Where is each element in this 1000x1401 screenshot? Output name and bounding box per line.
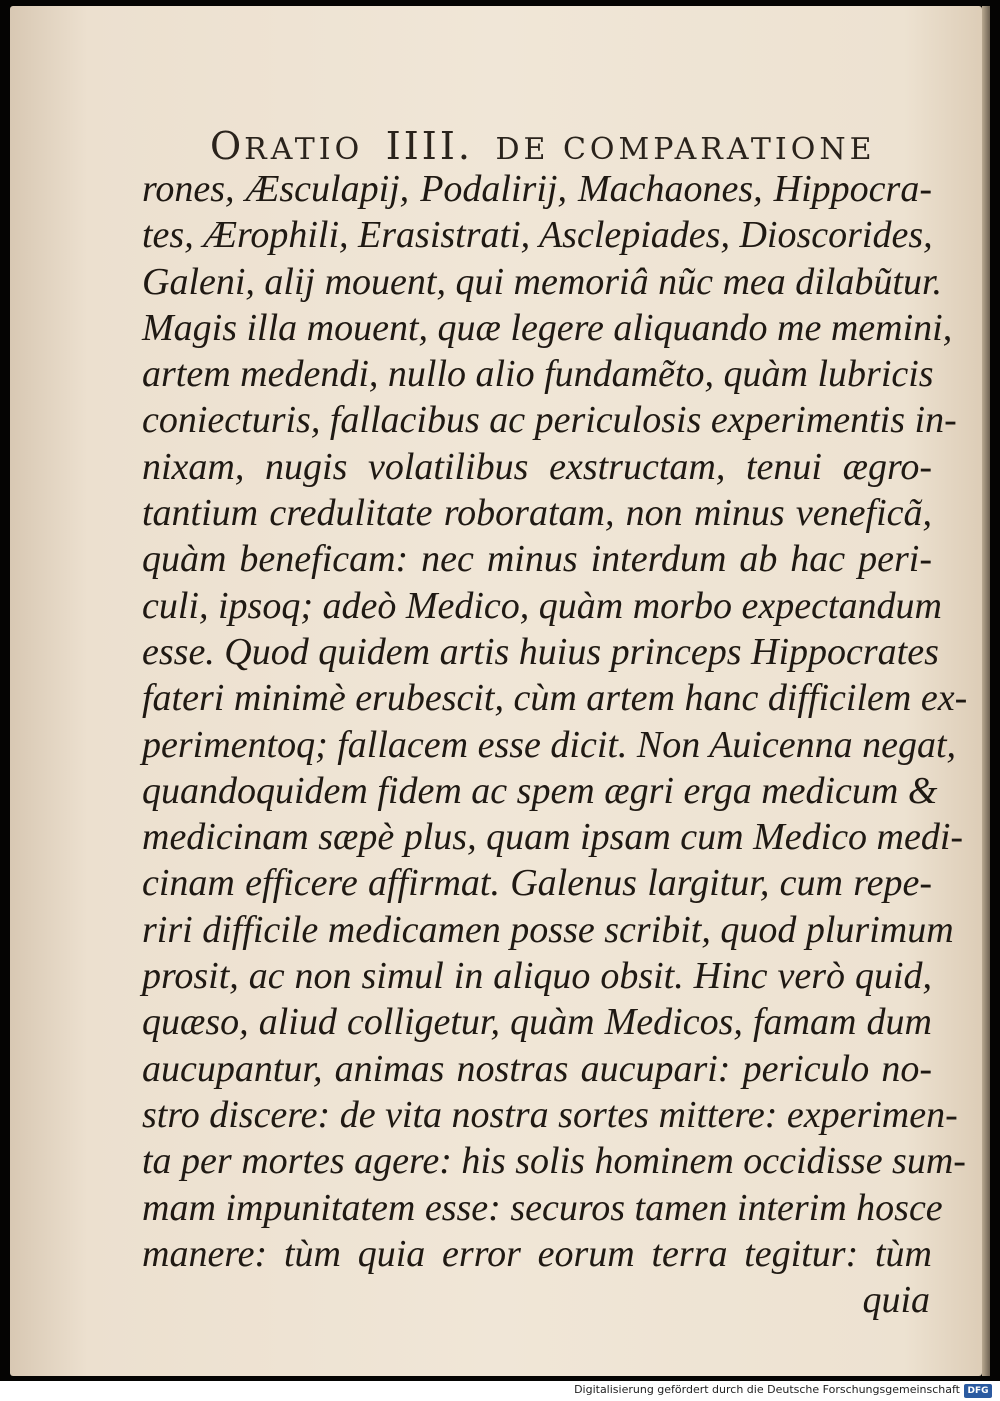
text-line: quandoquidem fidem ac spem ægri erga medicum & bbox=[142, 769, 938, 812]
text-line: ta per mortes agere: his solis hominem occidisse sum- bbox=[142, 1140, 966, 1183]
text-line: prosit, ac non simul in aliquo obsit. Hinc verò quid, bbox=[142, 955, 932, 998]
text-line: artem medendi, nullo alio fundamẽto, quàm lubricis bbox=[142, 353, 934, 396]
text-line: cinam efficere affirmat. Galenus largitur, cum repe- bbox=[142, 862, 932, 905]
text-line: mam impunitatem esse: securos tamen interim hosce bbox=[142, 1186, 943, 1229]
running-header bbox=[210, 124, 910, 168]
book-page bbox=[10, 6, 982, 1376]
catchword: quia bbox=[862, 1279, 930, 1322]
text-line: medicinam sæpè plus, quam ipsam cum Medico medi- bbox=[142, 816, 964, 859]
text-line: tantium credulitate roboratam, non minus veneficã, bbox=[142, 492, 932, 535]
text-line: rones, Æsculapij, Podalirij, Machaones, Hippocra- bbox=[142, 168, 932, 210]
funding-credit: Digitalisierung gefördert durch die Deutsche Forschungsgemeinschaft bbox=[574, 1383, 960, 1396]
text-line: riri difficile medicamen posse scribit, quod plurimum bbox=[142, 908, 954, 951]
header-initial: O bbox=[210, 124, 245, 168]
header-word: RATIO bbox=[244, 132, 364, 167]
header-numeral: IIII. bbox=[385, 124, 473, 168]
text-line: aucupantur, animas nostras aucupari: periculo no- bbox=[142, 1047, 932, 1090]
dfg-logo-icon: DFG bbox=[964, 1384, 992, 1398]
text-line: Magis illa mouent, quæ legere aliquando me memini, bbox=[142, 306, 953, 349]
page-edge bbox=[982, 6, 990, 1376]
text-line: nixam, nugis volatilibus exstructam, tenui ægro- bbox=[142, 445, 932, 488]
header-title: DE COMPARATIONE bbox=[495, 132, 876, 167]
text-line: perimentoq; fallacem esse dicit. Non Auicenna negat, bbox=[142, 723, 957, 766]
text-line: Galeni, alij mouent, qui memoriâ nũc mea dilabũtur. bbox=[142, 260, 943, 303]
text-line: coniecturis, fallacibus ac periculosis experimentis in- bbox=[142, 399, 957, 442]
text-line: fateri minimè erubescit, cùm artem hanc difficilem ex- bbox=[142, 677, 968, 720]
footer-bar bbox=[0, 1381, 1000, 1401]
text-line: stro discere: de vita nostra sortes mittere: experimen- bbox=[142, 1093, 958, 1136]
text-line: quàm beneficam: nec minus interdum ab hac peri- bbox=[142, 538, 932, 581]
text-line: quæso, aliud colligetur, quàm Medicos, famam dum bbox=[142, 1001, 932, 1044]
text-line: esse. Quod quidem artis huius princeps Hippocrates bbox=[142, 630, 939, 673]
text-line: tes, Ærophili, Erasistrati, Asclepiades, Dioscorides, bbox=[142, 214, 933, 257]
text-line: culi, ipsoq; adeò Medico, quàm morbo expectandum bbox=[142, 584, 942, 627]
text-line: manere: tùm quia error eorum terra tegitur: tùm bbox=[142, 1232, 932, 1275]
body-text bbox=[142, 166, 968, 1323]
